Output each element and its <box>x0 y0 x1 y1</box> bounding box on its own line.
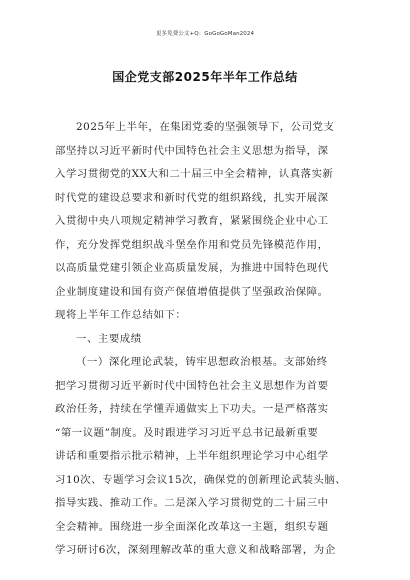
paragraph-line: 习10次、专题学习会议15次，确保党的创新理论武装头脑、 <box>55 473 347 486</box>
paragraph-line: 入贯彻中央八项规定精神学习教育，紧紧围绕企业中心工 <box>55 215 329 227</box>
paragraph-line: 部坚持以习近平新时代中国特色社会主义思想为指导，深 <box>55 144 329 157</box>
paragraph-line: 指导实践、推动工作。二是深入学习贯彻党的二十届三中 <box>55 497 329 509</box>
paragraph-line: 2025年上半年，在集团党委的坚强领导下，公司党支 <box>76 121 335 133</box>
paragraph-line: 现将上半年工作总结如下： <box>55 309 187 321</box>
paragraph-line: 讲话和重要指示批示精神，上半年组织理论学习中心组学 <box>55 450 329 462</box>
paragraph-line: （一）深化理论武装，铸牢思想政治根基。支部始终 <box>76 356 328 368</box>
header-watermark: 更多免费公文+Q：GoGoGoMan2024 <box>155 31 255 37</box>
paragraph-line: 作，充分发挥党组织战斗堡垒作用和党员先锋模范作用， <box>55 238 329 251</box>
paragraph-line: 入学习贯彻党的XX大和二十届三中全会精神，认真落实新 <box>55 168 334 180</box>
paragraph-line: 政治任务，持续在学懂弄通做实上下功夫。一是严格落实 <box>55 403 329 415</box>
paragraph-line: 企业制度建设和国有资产保值增值提供了坚强政治保障。 <box>55 285 329 298</box>
section-heading: 一、主要成绩 <box>76 332 142 345</box>
document-title: 国企党支部2025年半年工作总结 <box>112 70 298 84</box>
paragraph-line: 时代党的建设总要求和新时代党的组织路线，扎实开展深 <box>55 191 329 204</box>
paragraph-line: 以高质量党建引领企业高质量发展，为推进中国特色现代 <box>55 262 329 274</box>
paragraph-line: 全会精神。围绕进一步全面深化改革这一主题，组织专题 <box>55 520 329 533</box>
document-body <box>55 116 355 563</box>
paragraph-line: 学习研讨6次，深刻理解改革的重大意义和战略部署，为企 <box>55 544 336 556</box>
paragraph-line: “第一议题”制度。及时跟进学习习近平总书记最新重要 <box>55 426 319 439</box>
paragraph-line: 把学习贯彻习近平新时代中国特色社会主义思想作为首要 <box>55 379 329 392</box>
